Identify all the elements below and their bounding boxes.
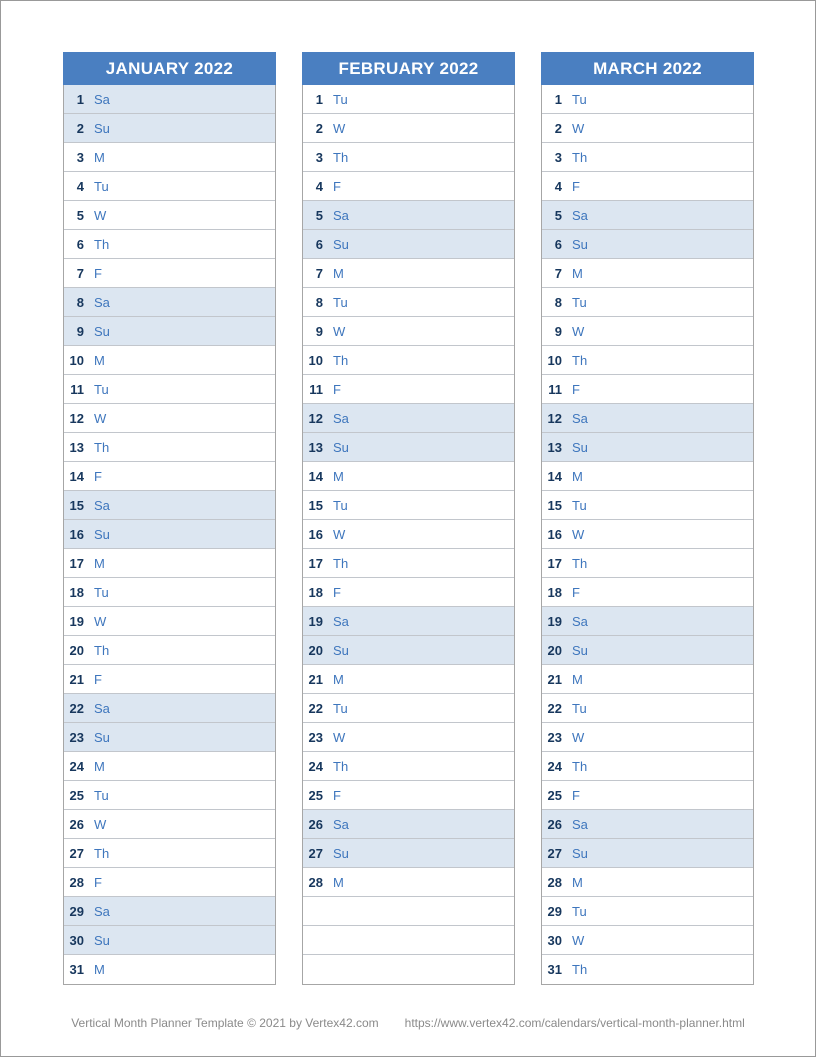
empty-row [303,955,514,984]
day-number: 27 [69,845,84,861]
day-abbr: M [94,555,105,571]
day-number: 17 [308,555,323,571]
day-row [303,665,514,694]
day-row [64,114,275,143]
day-number: 24 [547,758,562,774]
day-abbr: M [333,671,344,687]
day-abbr: Sa [333,207,349,223]
day-row [542,143,753,172]
day-row [303,520,514,549]
day-number: 30 [69,932,84,948]
month-column-february [302,52,515,985]
day-number: 28 [308,874,323,890]
day-abbr: M [94,758,105,774]
day-abbr: Tu [333,700,348,716]
day-number: 11 [309,381,323,397]
day-number: 31 [547,962,562,977]
day-abbr: Su [94,729,110,745]
day-row [303,810,514,839]
month-header-february: FEBRUARY 2022 [302,52,515,85]
day-abbr: F [572,787,580,803]
day-row [303,781,514,810]
day-abbr: W [572,526,585,542]
day-number: 25 [69,787,84,803]
day-abbr: W [572,729,585,745]
day-number: 3 [315,149,323,165]
day-number: 20 [308,642,323,658]
day-abbr: Su [333,845,349,861]
day-number: 6 [554,236,562,252]
day-abbr: Th [572,962,588,977]
day-number: 13 [308,439,323,455]
day-row [303,491,514,520]
day-abbr: Th [572,555,588,571]
day-abbr: Su [94,526,110,542]
day-row [303,143,514,172]
day-number: 10 [547,352,562,368]
day-abbr: Sa [333,613,349,629]
day-abbr: W [333,120,346,136]
day-row [542,665,753,694]
day-row [303,578,514,607]
day-abbr: Sa [94,91,110,107]
day-row [64,346,275,375]
day-abbr: F [94,874,102,890]
day-number: 22 [69,700,84,716]
day-number: 5 [554,207,562,223]
day-abbr: Tu [333,91,348,107]
day-number: 22 [547,700,562,716]
day-row [64,839,275,868]
day-row [303,607,514,636]
footer [1,1016,815,1030]
day-number: 12 [308,410,323,426]
day-abbr: W [94,613,107,629]
day-row [303,201,514,230]
day-abbr: W [572,323,585,339]
day-row [542,375,753,404]
day-abbr: Su [572,439,588,455]
day-number: 2 [554,120,562,136]
day-abbr: W [572,932,585,948]
day-row [64,752,275,781]
day-abbr: M [94,962,105,977]
day-row [542,317,753,346]
day-row [303,636,514,665]
day-number: 30 [547,932,562,948]
day-row [303,723,514,752]
day-abbr: M [572,265,583,281]
day-row [542,926,753,955]
day-row [64,926,275,955]
day-row [64,810,275,839]
day-abbr: Sa [333,816,349,832]
day-row [542,636,753,665]
day-row [303,230,514,259]
day-number: 21 [547,671,562,687]
day-abbr: Su [333,439,349,455]
day-row [64,636,275,665]
day-abbr: Th [572,149,588,165]
day-number: 7 [76,265,84,281]
day-number: 5 [76,207,84,223]
day-row [542,259,753,288]
day-row [64,259,275,288]
day-row [64,317,275,346]
day-abbr: F [572,381,580,397]
day-number: 22 [308,700,323,716]
day-abbr: Su [333,236,349,252]
day-number: 5 [315,207,323,223]
day-number: 19 [69,613,84,629]
day-number: 8 [76,294,84,310]
day-abbr: Th [572,758,588,774]
day-row [542,752,753,781]
day-number: 6 [315,236,323,252]
day-number: 31 [69,962,84,977]
day-abbr: F [572,178,580,194]
day-number: 28 [547,874,562,890]
day-number: 25 [308,787,323,803]
day-number: 20 [547,642,562,658]
day-row [303,288,514,317]
day-abbr: Th [333,555,349,571]
day-number: 23 [547,729,562,745]
day-row [64,781,275,810]
day-number: 10 [308,352,323,368]
day-number: 26 [69,816,84,832]
day-row [542,868,753,897]
day-row [64,230,275,259]
day-number: 2 [76,120,84,136]
day-row [64,375,275,404]
day-row [64,520,275,549]
day-abbr: M [333,874,344,890]
day-number: 11 [548,381,562,397]
day-row [64,201,275,230]
day-number: 24 [308,758,323,774]
day-abbr: F [94,468,102,484]
day-row [64,404,275,433]
day-row [542,346,753,375]
day-number: 15 [69,497,84,513]
day-row [303,868,514,897]
day-number: 1 [554,91,562,107]
day-number: 27 [547,845,562,861]
day-abbr: M [94,149,105,165]
day-abbr: F [333,178,341,194]
day-number: 16 [308,526,323,542]
day-abbr: Sa [572,207,588,223]
day-row [542,694,753,723]
empty-row [303,926,514,955]
day-abbr: Su [572,236,588,252]
day-row [64,491,275,520]
day-abbr: F [333,381,341,397]
day-row [542,433,753,462]
day-row [542,85,753,114]
day-number: 21 [69,671,84,687]
day-abbr: Sa [572,613,588,629]
day-abbr: F [94,671,102,687]
day-row [542,810,753,839]
day-number: 26 [547,816,562,832]
day-row [64,665,275,694]
day-number: 8 [315,294,323,310]
day-row [64,85,275,114]
day-abbr: M [572,468,583,484]
day-abbr: F [333,584,341,600]
day-row [303,85,514,114]
day-abbr: Sa [94,700,110,716]
day-abbr: W [94,816,107,832]
day-abbr: Th [94,439,110,455]
empty-row [303,897,514,926]
day-row [542,723,753,752]
day-abbr: Th [333,352,349,368]
day-number: 15 [547,497,562,513]
day-number: 29 [69,903,84,919]
day-number: 12 [69,410,84,426]
day-row [64,897,275,926]
day-row [303,346,514,375]
day-number: 1 [76,91,84,107]
month-column-january [63,52,276,985]
day-number: 27 [308,845,323,861]
day-number: 17 [547,555,562,571]
day-abbr: Tu [572,700,587,716]
day-abbr: Su [94,932,110,948]
day-abbr: Tu [572,91,587,107]
day-number: 19 [547,613,562,629]
day-abbr: M [333,265,344,281]
day-abbr: Tu [572,497,587,513]
day-abbr: Tu [572,294,587,310]
day-number: 29 [547,903,562,919]
day-row [64,723,275,752]
day-number: 7 [315,265,323,281]
day-number: 7 [554,265,562,281]
day-row [64,462,275,491]
day-row [542,781,753,810]
day-abbr: Su [94,120,110,136]
day-abbr: Su [572,642,588,658]
day-number: 24 [69,758,84,774]
day-abbr: M [94,352,105,368]
day-number: 18 [547,584,562,600]
day-abbr: Su [333,642,349,658]
day-abbr: Sa [94,903,110,919]
day-row [64,172,275,201]
day-number: 12 [547,410,562,426]
day-row [542,404,753,433]
day-number: 20 [69,642,84,658]
day-number: 4 [76,178,84,194]
day-row [64,607,275,636]
day-abbr: M [333,468,344,484]
day-row [303,462,514,491]
day-number: 14 [69,468,84,484]
day-number: 13 [69,439,84,455]
day-row [64,868,275,897]
day-row [542,578,753,607]
day-abbr: M [572,671,583,687]
footer-url: https://www.vertex42.com/calendars/vertical-month-planner.html [404,1016,745,1030]
day-abbr: Sa [572,816,588,832]
day-abbr: Th [333,149,349,165]
day-abbr: W [333,526,346,542]
day-abbr: Tu [333,294,348,310]
day-row [303,404,514,433]
day-number: 9 [315,323,323,339]
day-abbr: W [94,207,107,223]
day-number: 17 [69,555,84,571]
day-row [64,433,275,462]
day-row [303,317,514,346]
day-number: 1 [315,91,323,107]
day-number: 3 [554,149,562,165]
day-abbr: Sa [333,410,349,426]
day-number: 2 [315,120,323,136]
day-number: 8 [554,294,562,310]
month-header-march: MARCH 2022 [541,52,754,85]
day-row [64,549,275,578]
day-number: 16 [547,526,562,542]
day-number: 6 [76,236,84,252]
day-abbr: Tu [94,178,109,194]
day-row [542,201,753,230]
day-abbr: Sa [572,410,588,426]
day-number: 25 [547,787,562,803]
day-row [542,172,753,201]
day-row [303,259,514,288]
day-abbr: Th [94,236,110,252]
day-abbr: Th [94,845,110,861]
day-row [64,955,275,984]
day-row [542,897,753,926]
day-row [542,230,753,259]
day-row [303,839,514,868]
day-number: 4 [554,178,562,194]
day-abbr: Tu [333,497,348,513]
day-row [542,114,753,143]
day-number: 23 [69,729,84,745]
day-row [64,143,275,172]
day-number: 13 [547,439,562,455]
day-number: 23 [308,729,323,745]
day-row [303,752,514,781]
month-columns [63,52,754,985]
day-number: 3 [76,149,84,165]
day-row [303,375,514,404]
month-rows-february [302,85,515,985]
day-abbr: W [94,410,107,426]
day-number: 10 [69,352,84,368]
day-number: 19 [308,613,323,629]
day-abbr: Tu [94,381,109,397]
day-number: 21 [308,671,323,687]
day-abbr: Tu [94,787,109,803]
day-number: 28 [69,874,84,890]
day-abbr: F [333,787,341,803]
day-row [64,694,275,723]
day-abbr: Th [333,758,349,774]
day-row [303,433,514,462]
day-row [303,694,514,723]
day-number: 14 [547,468,562,484]
footer-copyright: Vertical Month Planner Template © 2021 by Vertex42.com [71,1016,379,1030]
day-row [303,172,514,201]
day-row [542,491,753,520]
day-row [542,462,753,491]
day-row [542,839,753,868]
day-row [542,549,753,578]
day-abbr: Th [572,352,588,368]
day-abbr: Tu [572,903,587,919]
day-number: 18 [69,584,84,600]
day-row [64,288,275,317]
day-number: 18 [308,584,323,600]
day-number: 16 [69,526,84,542]
month-rows-january [63,85,276,985]
day-abbr: Th [94,642,110,658]
day-abbr: Tu [94,584,109,600]
day-abbr: W [333,729,346,745]
day-abbr: W [572,120,585,136]
day-number: 11 [70,381,84,397]
month-rows-march [541,85,754,985]
day-number: 26 [308,816,323,832]
day-number: 9 [76,323,84,339]
day-row [64,578,275,607]
day-number: 15 [308,497,323,513]
day-abbr: Su [94,323,110,339]
day-number: 9 [554,323,562,339]
day-row [542,607,753,636]
day-abbr: Sa [94,294,110,310]
day-number: 14 [308,468,323,484]
day-abbr: Su [572,845,588,861]
day-abbr: Sa [94,497,110,513]
day-abbr: F [572,584,580,600]
month-column-march [541,52,754,985]
day-abbr: F [94,265,102,281]
day-row [303,549,514,578]
day-abbr: W [333,323,346,339]
day-row [542,520,753,549]
day-number: 4 [315,178,323,194]
day-abbr: M [572,874,583,890]
month-header-january: JANUARY 2022 [63,52,276,85]
day-row [542,288,753,317]
day-row [303,114,514,143]
day-row [542,955,753,984]
